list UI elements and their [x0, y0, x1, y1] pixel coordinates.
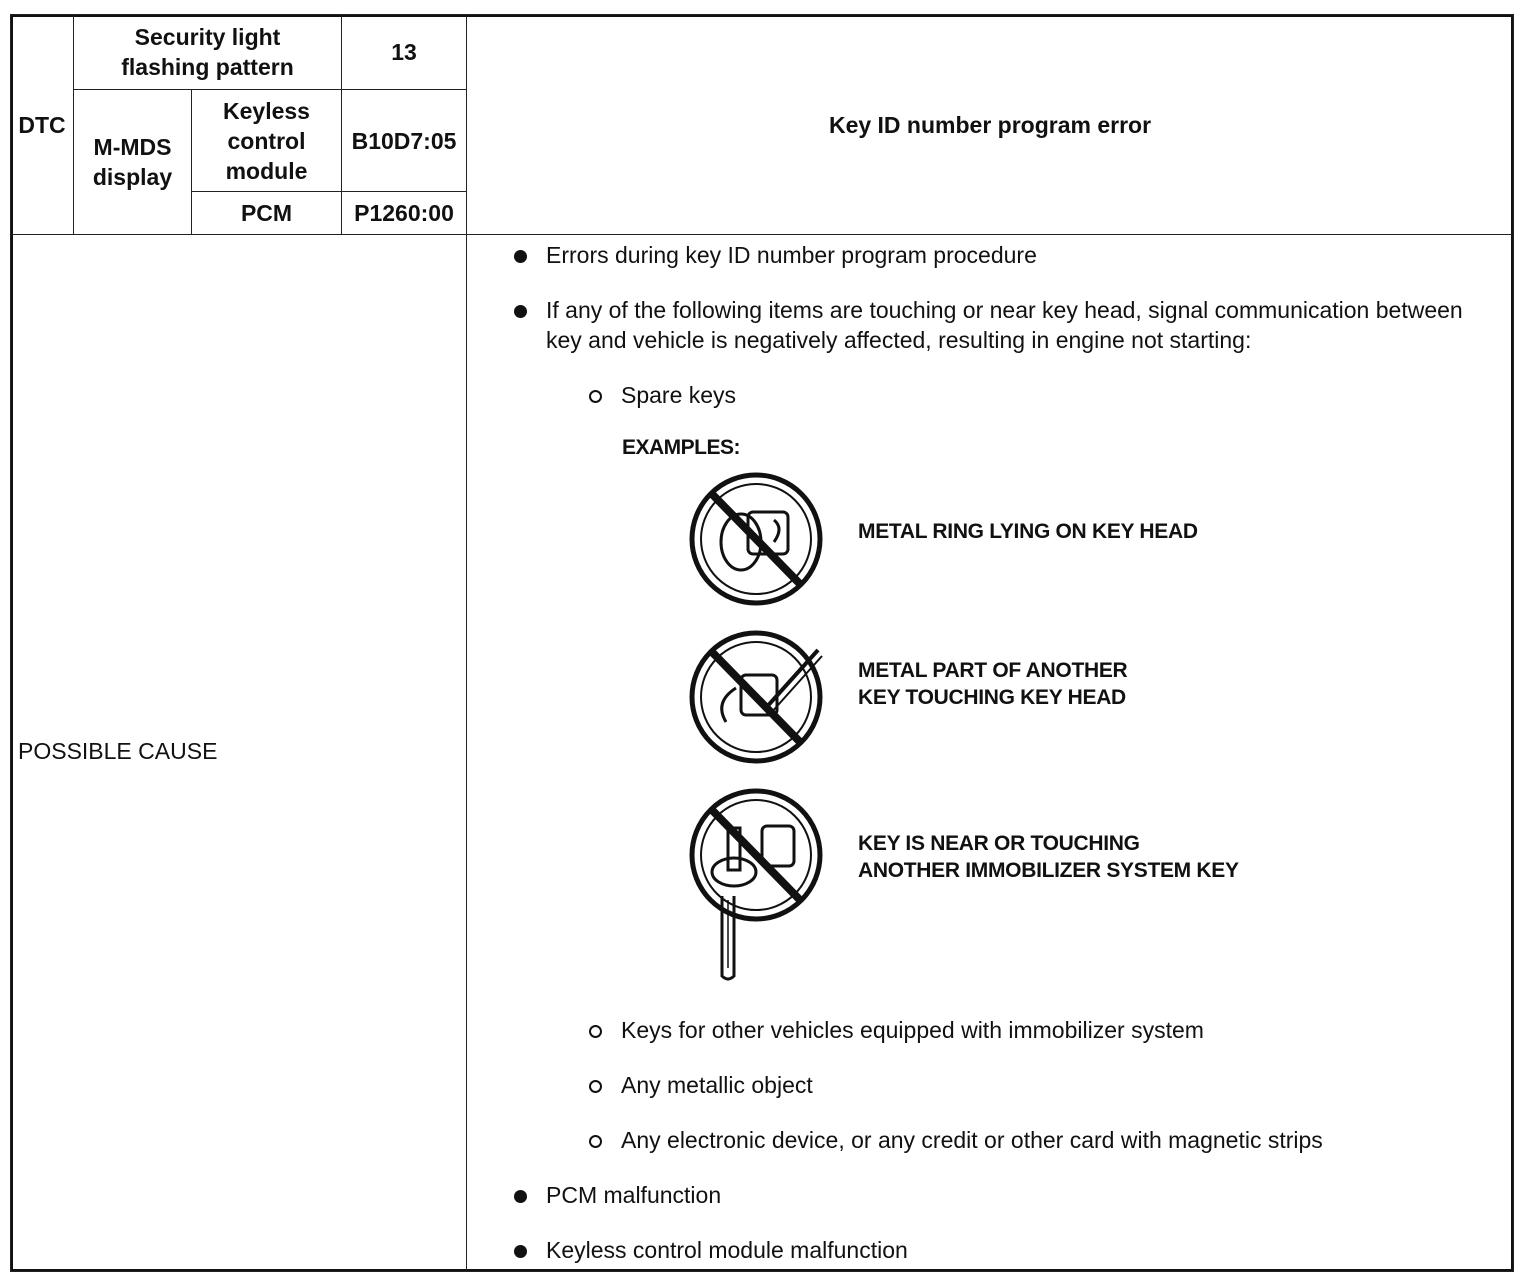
example-caption: [858, 657, 1127, 711]
example-caption-line: METAL PART OF ANOTHER: [858, 659, 1128, 682]
bullet-text: Errors during key ID number program procedure: [546, 242, 1037, 268]
security-light-value: 13: [391, 39, 417, 65]
sub-bullet-text: Any electronic device, or any credit or other card with magnetic strips: [621, 1127, 1323, 1153]
sub-bullet-ring-icon: [585, 1015, 605, 1045]
mmds-label-cell: [73, 89, 192, 235]
sub-bullet-text: Keys for other vehicles equipped with immobilizer system: [621, 1017, 1204, 1043]
dtc-label: DTC: [18, 111, 66, 138]
dtc-title: Key ID number program error: [828, 111, 1152, 138]
bullet-dot-icon: [510, 240, 530, 270]
sub-bullet-ring-icon: [585, 380, 605, 410]
sub-bullet-ring-icon: [585, 1125, 605, 1155]
no-immobilizer-key-icon: [686, 788, 826, 988]
security-light-label-cell: [73, 14, 342, 90]
pcm-code-cell: [341, 191, 467, 235]
bullet-dot-icon: [510, 295, 530, 325]
bullet-text: If any of the following items are touching or near key head, signal communication between key and vehicle is negatively affected, resulting in engine not starting:: [546, 297, 1463, 353]
security-light-value-cell: [341, 14, 467, 90]
sub-bullet-text: Any metallic object: [621, 1072, 813, 1098]
example-caption-line: ANOTHER IMMOBILIZER SYSTEM KEY: [858, 859, 1239, 882]
bullet-dot-icon: [510, 1235, 530, 1265]
pcm-label-cell: [191, 191, 342, 235]
pcm-code: P1260:00: [354, 200, 454, 226]
sub-bullet-text: Spare keys: [621, 382, 737, 408]
example-caption: [858, 518, 1198, 545]
keyless-label: Keyless control module: [223, 97, 310, 184]
possible-cause-label: POSSIBLE CAUSE: [18, 738, 218, 764]
bullet-text: Keyless control module malfunction: [546, 1237, 908, 1263]
bullet-dot-icon: [510, 1180, 530, 1210]
title-cell: [466, 14, 1514, 235]
keyless-label-cell: [191, 89, 342, 192]
bullet-text: PCM malfunction: [546, 1182, 722, 1208]
no-metal-ring-icon: [686, 472, 826, 606]
keyless-code: B10D7:05: [351, 127, 457, 154]
example-caption-line: KEY TOUCHING KEY HEAD: [858, 686, 1126, 709]
pcm-label: PCM: [240, 200, 293, 226]
example-caption: [858, 830, 1239, 884]
examples-label: EXAMPLES:: [622, 436, 741, 459]
example-caption-line: KEY IS NEAR OR TOUCHING: [858, 832, 1140, 855]
security-light-label: Security light flashing pattern: [121, 24, 294, 80]
sub-bullet-ring-icon: [585, 1070, 605, 1100]
keyless-code-cell: [341, 89, 467, 192]
example-caption-line: METAL RING LYING ON KEY HEAD: [858, 520, 1198, 543]
dtc-label-cell: [10, 14, 74, 235]
mmds-label: M-MDS display: [92, 134, 173, 190]
no-metal-key-part-icon: [686, 630, 826, 764]
